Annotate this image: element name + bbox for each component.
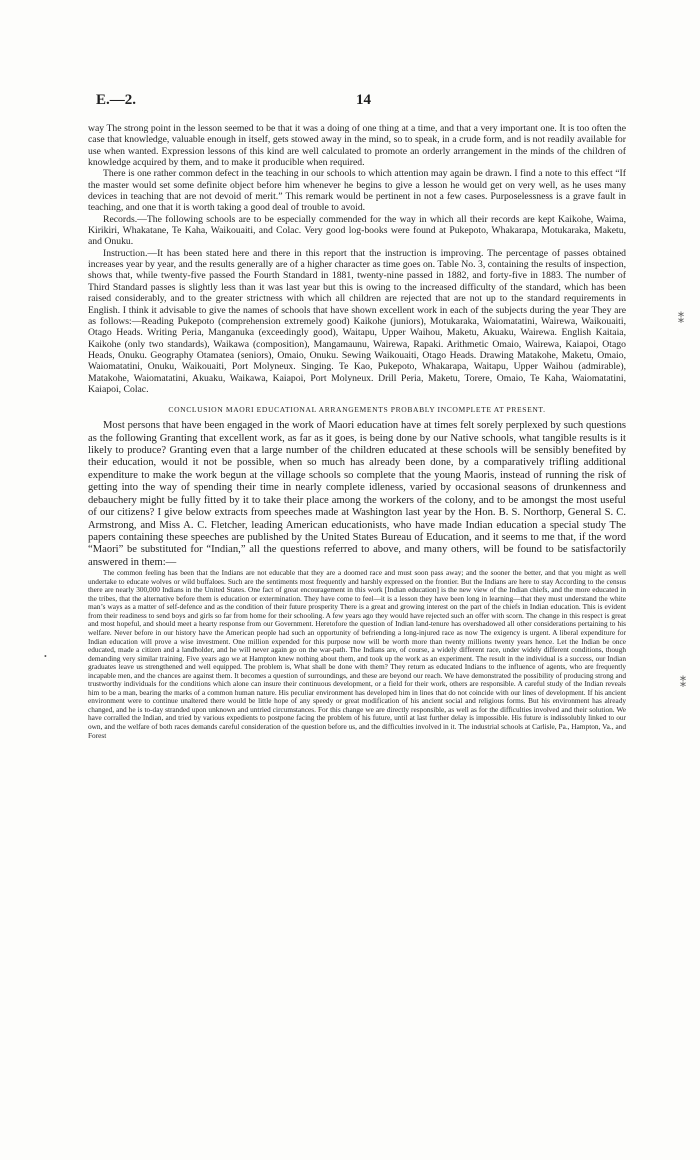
margin-mark: ⁑ [680,676,686,690]
page-header [96,92,616,112]
page-number: 14 [356,92,371,108]
paragraph-instruction: Instruction.—It has been stated here and there in this report that the instruction is improving. The percentage of passes obtained increases year by year, and the results generally are of a higher character as time goes on. Table No. 3, containing the results of inspection, shows that, while twenty-five passed the Fourth Standard in 1881, twenty-nine passed in 1882, and forty-five in 1883. The number of Third Standard passes is slightly less than it was last year but this is owing to the increased difficulty of the standard, which has been raised considerably, and to the greater strictness with which all children are rejected that are not up to the standard requirements in English. I think it advisable to give the names of schools that have shown excellent work in each of the subjects during the year They are as follows:—Reading Pukepoto (comprehension extremely good) Kaikohe (juniors), Motukaraka, Waiomatatini, Wairewa, Waikouaiti, Otago Heads. Writing Peria, Manganuka (exceedingly good), Waitapu, Upper Waihou, Maketu, Akuaku, Wairewa. English Kaitaia, Kaikohe (only two standards), Waikawa (composition), Mangamaunu, Wairewa, Rapaki. Arithmetic Omaio, Wairewa, Kaiapoi, Otago Heads, Onuku. Geography Otamatea (seniors), Omaio, Onuku. Sewing Waikouaiti, Otago Heads. Drawing Matakohe, Maketu, Omaio, Waiomatatini, Onuku, Waikouaiti, Port Molyneux. Singing. Te Kao, Pukepoto, Whakarapa, Waitapu, Upper Waihou (admirable), Matakohe, Waiomatatini, Akuaku, Waikawa, Kaiapoi, Port Molyneux. Drill Peria, Maketu, Torere, Omaio, Te Kaha, Waiomatatini, Kaiapoi, Colac. [88,247,626,395]
paragraph-records: Records.—The following schools are to be especially commended for the way in which all their records are kept Kaikohe, Waima, Kirikiri, Whakatane, Te Kaha, Waikouaiti, and Colac. Very good log-books were found at Pukepoto, Whakarapa, Motukaraka, Maketu, and Onuku. [88,213,626,248]
page-body [88,123,626,740]
paragraph-common-defect: There is one rather common defect in the teaching in our schools to which attention may again be drawn. I find a note to this effect “If the master would set some definite object before him whenever he begins to give a lesson he would get on very well, as he uses many devices in teaching that are not devoid of merit.” This remark would be pertinent in not a few cases. Purposelessness is a grave fault in teaching, and one that it is worth taking a good deal of trouble to avoid. [88,168,626,214]
section-heading: CONCLUSION MAORI EDUCATIONAL ARRANGEMENTS PROBABLY INCOMPLETE AT PRESENT. [168,405,546,415]
margin-dot: • [44,652,47,661]
paragraph-quoted-extracts: The common feeling has been that the Indians are not educable that they are a doomed race and must soon pass away; and the sooner the better, and that you might as well undertake to educate wolves or wild buffaloes. Such are the sentiments most frequently and harshly expressed on the frontier. But the Indians are here to stay According to the census there are nearly 300,000 Indians in the United States. One fact of great encouragement in this work [Indian education] is the new view of the Indian chiefs, and the more educated in the tribes, that the alternative before them is education or extermination. They have come to feel—it is a lesson they have been long in learning—that they must understand the white man’s ways as a matter of self-defence and as the condition of their future prosperity There is a great and growing interest on the part of the chiefs in Indian education. This is evident from their readiness to send boys and girls so far from home for their schooling. A few years ago they would have rejected such an offer with scorn. The change in this respect is great and most hopeful, and should meet a hearty response from our Government. Heretofore the question of Indian land-tenure has overshadowed all other considerations pertaining to his welfare. Never before in our history have the American people had such an opportunity of befriending a long-injured race as now The exigency is urgent. A liberal expenditure for Indian education will prove a wise investment. One million expended for this purpose now will be worth more than twenty millions twenty years hence. Let the Indian be once educated, made a citizen and a landholder, and he will never again go on the war-path. The Indians are, of course, a widely different race, under widely different conditions, though demanding very similar training. Five years ago we at Hampton knew nothing about them, and took up the work as an experiment. The result in the individual is a success, our Indian graduates leave us strengthened and well equipped. The problem is, What shall be done with them? They return as educated Indians to the influence of agents, who are frequently incapable men, and the chances are against them. It becomes a question of surroundings, and these are beyond our reach. We have demonstrated the possibility of producing strong and trustworthy individuals for the conditions which alone can insure their continuous development, or a field for their work, others are responsible. A careful study of the Indian reveals him to be a man, bearing the marks of a common human nature. His peculiar environment has developed him in lines that do not coincide with our lines of development. If his ancient environment were to continue unaltered there would be little hope of any speedy or great modification of his ancient social and religious forms. But his environment has already changed, and he is to-day stranded upon unknown and untried circumstances. For this change we are directly responsible, as well as for the difficulties involved and their solution. We have corralled the Indian, and tried by various expedients to postpone facing the problem of his future, until at last further delay is impossible. His future is indissolubly linked to our own, and the welfare of both races demands careful consideration of the question before us, and the difficulties involved in it. The industrial schools at Carlisle, Pa., Hampton, Va., and Forest [88,568,626,740]
margin-mark: ⁑ [678,312,684,326]
document-code: E.—2. [96,92,137,108]
paragraph-conclusion: Most persons that have been engaged in the work of Maori education have at times felt sorely perplexed by such questions as the following Granting that excellent work, as far as it goes, is being done by our Native schools, what tangible results is it likely to produce? Granting even that a large number of the children educated at these schools will be sensibly benefited by their education, would it not be possible, when so much has already been done, by a comparatively trifling additional expenditure to make the work begun at the village schools so complete that the young Maoris, instead of running the risk of getting into the way of spending their time in nearly complete idleness, varied by occasional seasons of drunkenness and debauchery might be fully fitted by it to take their place among the workers of the colony, and to be amongst the most useful of our citizens? I give below extracts from speeches made at Washington last year by the Hon. B. S. Northorp, General S. C. Armstrong, and Miss A. C. Fletcher, leading American educationists, who have made Indian education a special study The papers containing these speeches are published by the United States Bureau of Education, and it seems to me that, if the word “Maori” be substituted for “Indian,” all the questions referred to above, and many others, will be found to be satisfactorily answered in them:— [88,420,626,568]
paragraph-expression-lessons: way The strong point in the lesson seemed to be that it was a doing of one thing at a time, and that a very important one. It is too often the case that knowledge, valuable enough in itself, gets stowed away in the mind, so to speak, in a crude form, and is not readily available for use when wanted. Expression lessons of this kind are well calculated to promote an orderly arrangement in the minds of the children of knowledge acquired by them, and to make it producible when required. [88,123,626,169]
